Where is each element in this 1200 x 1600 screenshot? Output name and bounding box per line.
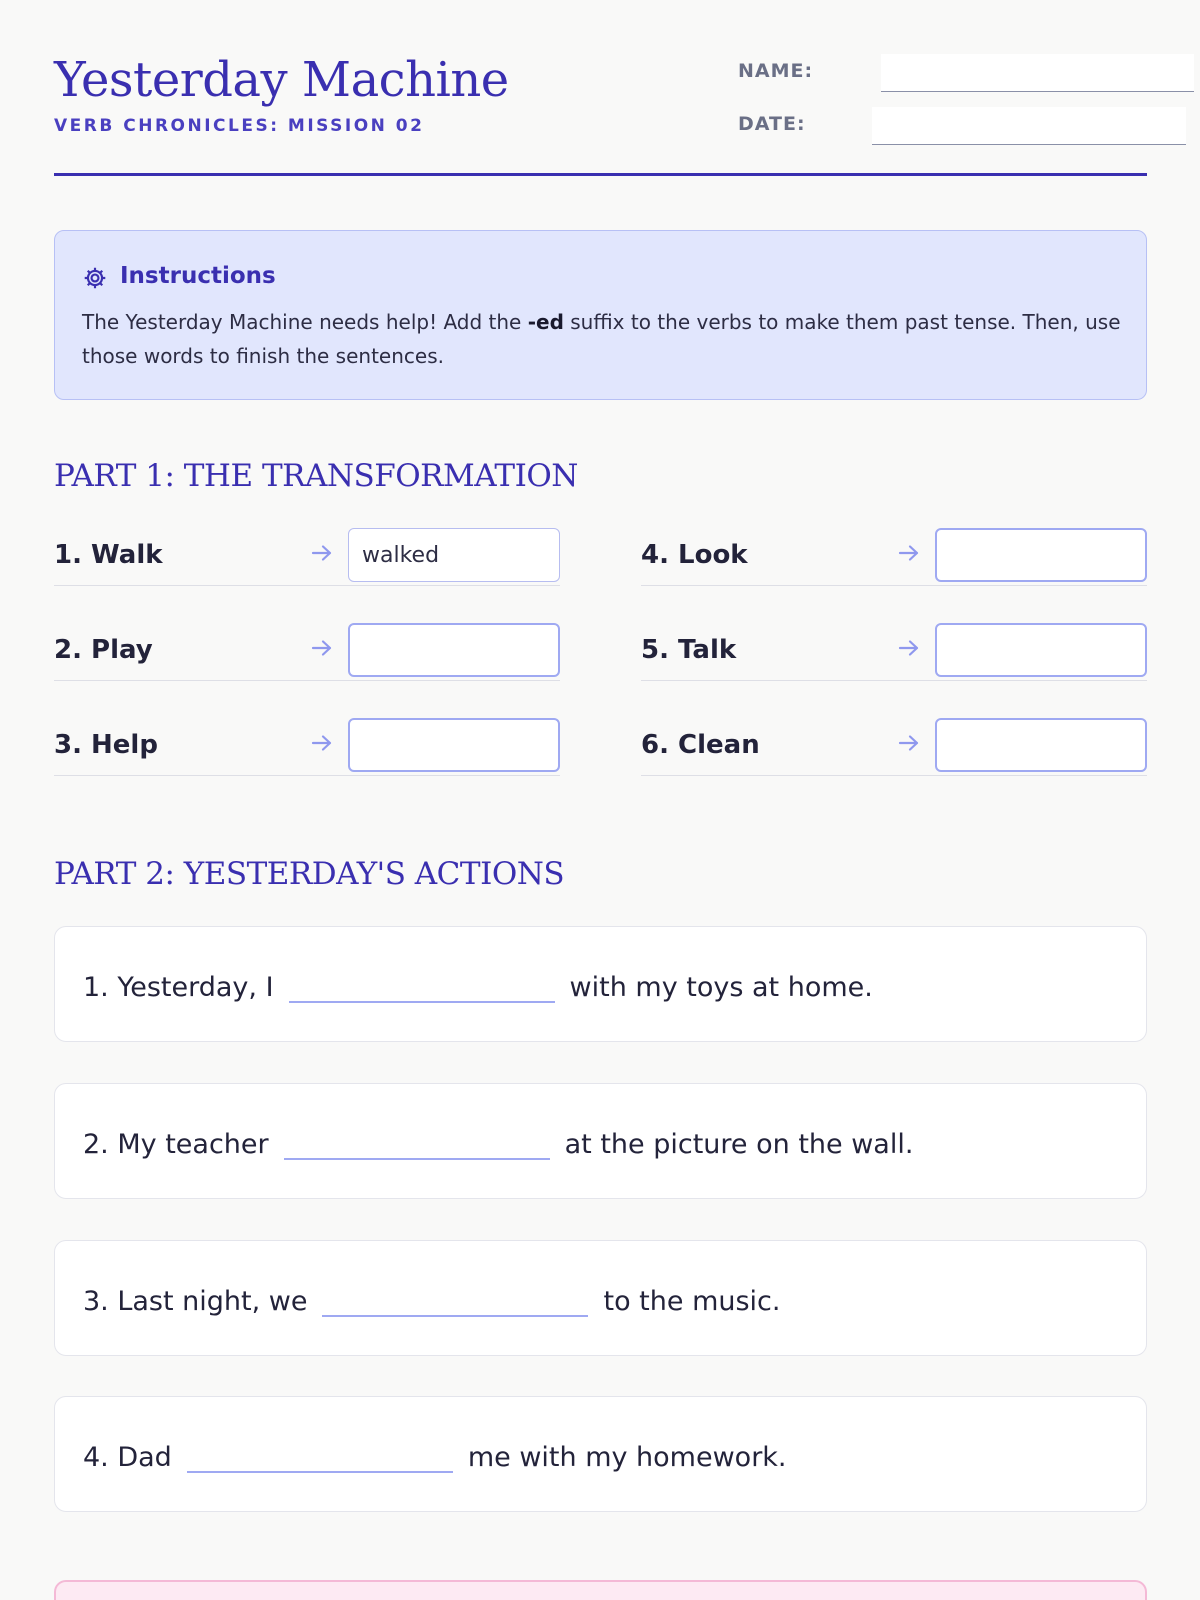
verb-label: 3. Help: [54, 730, 158, 760]
name-field[interactable]: [881, 54, 1194, 92]
verb-row: [54, 613, 560, 681]
arrow-right-icon: [897, 544, 921, 562]
answer-input[interactable]: [348, 718, 560, 772]
bottom-panel: [54, 1580, 1147, 1600]
page-subtitle: VERB CHRONICLES: MISSION 02: [54, 116, 425, 136]
arrow-right-icon: [310, 639, 334, 657]
verb-row: [54, 518, 560, 586]
arrow-right-icon: [897, 734, 921, 752]
verb-row: [641, 518, 1147, 586]
sentence-line: [83, 1124, 913, 1160]
gear-icon: [82, 265, 108, 291]
name-label: NAME:: [738, 60, 814, 82]
sentence-card: [54, 1396, 1147, 1512]
answer-blank[interactable]: [322, 1283, 588, 1317]
verb-label: 6. Clean: [641, 730, 760, 760]
sentence-start: 3. Last night, we: [83, 1286, 308, 1317]
sentence-card: [54, 1240, 1147, 1356]
sentence-end: at the picture on the wall.: [564, 1129, 914, 1160]
sentence-start: 4. Dad: [83, 1442, 172, 1473]
answer-input[interactable]: [935, 528, 1147, 582]
part1-title: PART 1: THE TRANSFORMATION: [54, 458, 578, 494]
sentence-line: [83, 1281, 780, 1317]
sentence-end: to the music.: [603, 1286, 781, 1317]
instructions-text-end: suffix to the verbs to make them past tense. Then, use those words to finish the sentences.: [82, 310, 1121, 368]
worksheet-header: [54, 0, 1147, 176]
verb-row: [641, 708, 1147, 776]
verb-row: [641, 613, 1147, 681]
sentence-card: [54, 1083, 1147, 1199]
sentence-end: with my toys at home.: [569, 972, 873, 1003]
verb-label: 5. Talk: [641, 635, 737, 665]
verb-label: 4. Look: [641, 540, 748, 570]
sentence-line: [83, 967, 873, 1003]
instructions-text-start: The Yesterday Machine needs help! Add the: [82, 310, 528, 334]
answer-input[interactable]: [935, 718, 1147, 772]
arrow-right-icon: [897, 639, 921, 657]
date-field[interactable]: [872, 107, 1186, 145]
answer-input[interactable]: [348, 623, 560, 677]
verb-row: [54, 708, 560, 776]
answer-blank[interactable]: [187, 1439, 453, 1473]
answer-input[interactable]: [935, 623, 1147, 677]
verb-label: 2. Play: [54, 635, 153, 665]
sentence-start: 2. My teacher: [83, 1129, 269, 1160]
part2-title: PART 2: YESTERDAY'S ACTIONS: [54, 856, 565, 892]
sentence-start: 1. Yesterday, I: [83, 972, 274, 1003]
arrow-right-icon: [310, 544, 334, 562]
page-title: Yesterday Machine: [54, 52, 509, 108]
answer-input[interactable]: [348, 528, 560, 582]
sentence-end: me with my homework.: [467, 1442, 787, 1473]
verb-label: 1. Walk: [54, 540, 163, 570]
answer-blank[interactable]: [289, 969, 555, 1003]
date-label: DATE:: [738, 113, 806, 135]
suffix-highlight: -ed: [527, 310, 564, 334]
sentence-card: [54, 926, 1147, 1042]
answer-blank[interactable]: [284, 1126, 550, 1160]
instructions-panel: [54, 230, 1147, 400]
instructions-title: Instructions: [120, 263, 276, 289]
sentence-line: [83, 1437, 787, 1473]
arrow-right-icon: [310, 734, 334, 752]
instructions-text: [82, 305, 1122, 373]
